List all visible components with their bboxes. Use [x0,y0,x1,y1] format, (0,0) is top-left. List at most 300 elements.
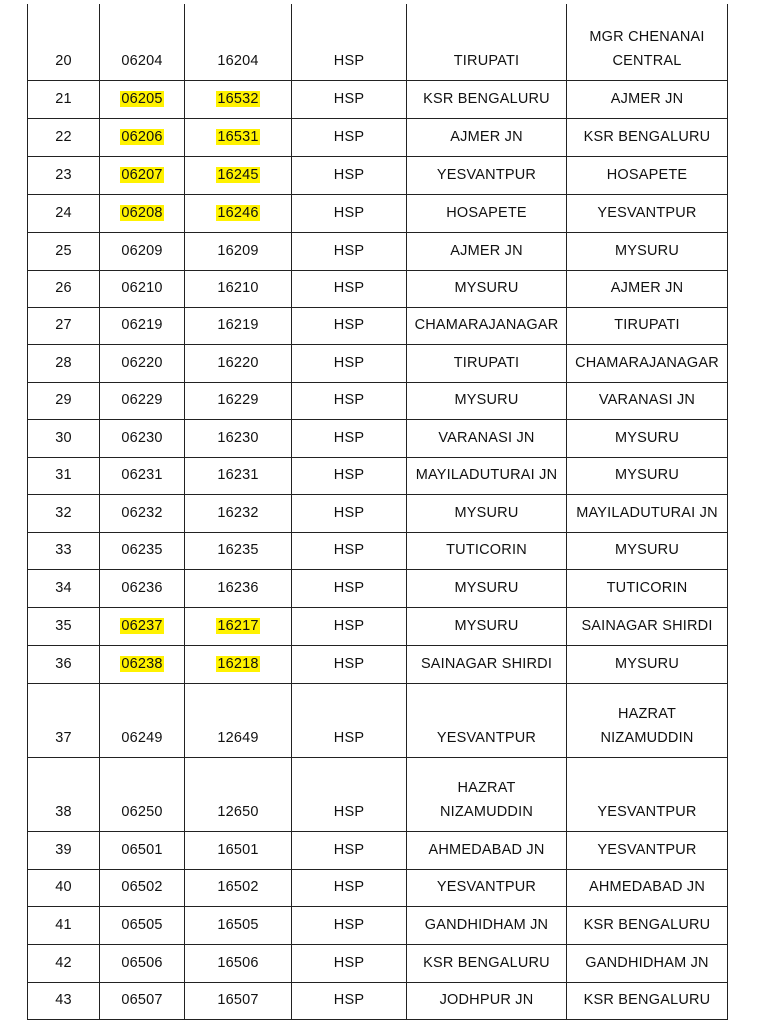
table-row [28,118,728,156]
to-station-cell [567,382,728,419]
old-train-number-cell [100,645,185,683]
old-train-number-cell [100,532,185,569]
table-row [28,382,728,419]
train-type-cell-text: HSP [333,504,365,521]
to-station-cell [567,831,728,869]
serial-number-cell-text: 26 [55,279,72,296]
old-train-number-cell-text: 06501 [121,841,163,858]
new-train-number-cell [185,757,292,831]
from-station-cell-text: YESVANTPUR [436,729,537,746]
from-station-cell [407,118,567,156]
serial-number-cell [28,982,100,1019]
from-station-cell-text: MAYILADUTURAI JN [415,466,558,483]
table-row [28,194,728,232]
old-train-number-cell-text: 06231 [121,466,163,483]
new-train-number-cell [185,419,292,457]
serial-number-cell-text: 24 [55,204,72,221]
from-station-cell-text: VARANASI JN [438,429,535,446]
from-station-cell [407,4,567,80]
serial-number-cell [28,569,100,607]
from-station-cell-text: YESVANTPUR [436,878,537,895]
table-row [28,757,728,831]
to-station-cell-text: TIRUPATI [614,316,680,333]
from-station-cell-text: SAINAGAR SHIRDI [420,655,553,672]
train-type-cell [292,4,407,80]
new-train-number-cell-text: 16246 [217,204,259,221]
serial-number-cell-text: 34 [55,579,72,596]
to-station-cell-line: NIZAMUDDIN [600,729,694,746]
to-station-cell [567,757,728,831]
new-train-number-cell [185,532,292,569]
new-train-number-cell-text: 16501 [217,841,259,858]
to-station-cell-text: MYSURU [614,466,680,483]
train-type-cell-text: HSP [333,729,365,746]
train-type-cell-text: HSP [333,204,365,221]
serial-number-cell-text: 36 [55,655,72,672]
serial-number-cell-text: 28 [55,354,72,371]
new-train-number-cell-text: 16209 [217,242,259,259]
from-station-cell [407,457,567,494]
old-train-number-cell-text: 06507 [121,991,163,1008]
train-type-cell-text: HSP [333,316,365,333]
table-row [28,869,728,906]
from-station-cell [407,307,567,344]
to-station-cell-text: AJMER JN [610,90,684,107]
from-station-cell [407,944,567,982]
to-station-cell-text: MYSURU [614,429,680,446]
serial-number-cell [28,831,100,869]
train-type-cell [292,194,407,232]
table-body [28,4,728,1019]
train-type-cell-text: HSP [333,803,365,820]
serial-number-cell-text: 41 [55,916,72,933]
serial-number-cell-text: 25 [55,242,72,259]
train-type-cell [292,982,407,1019]
from-station-cell [407,532,567,569]
old-train-number-cell-text: 06237 [121,617,163,634]
old-train-number-cell-text: 06230 [121,429,163,446]
to-station-cell [567,645,728,683]
serial-number-cell-text: 20 [55,52,72,69]
from-station-cell-text: TIRUPATI [453,354,520,371]
to-station-cell-text: VARANASI JN [598,391,696,408]
to-station-cell-text: AHMEDABAD JN [589,878,705,895]
train-type-cell-text: HSP [333,916,365,933]
train-type-cell-text: HSP [333,617,365,634]
from-station-cell [407,156,567,194]
train-type-cell-text: HSP [333,391,365,408]
serial-number-cell-text: 31 [55,466,72,483]
train-type-cell [292,232,407,270]
from-station-cell-text: MYSURU [454,617,519,634]
new-train-number-cell [185,118,292,156]
to-station-cell-text: HOSAPETE [606,166,688,183]
train-type-cell-text: HSP [333,52,365,69]
to-station-cell [567,270,728,307]
train-type-cell [292,532,407,569]
from-station-cell [407,494,567,532]
from-station-cell [407,80,567,118]
old-train-number-cell-text: 06250 [121,803,163,820]
serial-number-cell-text: 37 [55,729,72,746]
old-train-number-cell [100,869,185,906]
old-train-number-cell [100,831,185,869]
train-type-cell [292,906,407,944]
train-type-cell [292,156,407,194]
serial-number-cell-text: 29 [55,391,72,408]
old-train-number-cell-text: 06205 [121,90,163,107]
serial-number-cell [28,382,100,419]
table-row [28,4,728,80]
from-station-cell [407,419,567,457]
from-station-cell [407,906,567,944]
to-station-cell [567,194,728,232]
from-station-cell [407,683,567,757]
new-train-number-cell [185,270,292,307]
table-row [28,645,728,683]
new-train-number-cell [185,156,292,194]
train-type-cell-text: HSP [333,954,365,971]
from-station-cell-text: AJMER JN [450,242,523,259]
serial-number-cell [28,607,100,645]
serial-number-cell-text: 39 [55,841,72,858]
serial-number-cell-text: 21 [55,90,72,107]
train-type-cell [292,344,407,382]
from-station-cell-text: CHAMARAJANAGAR [414,316,559,333]
train-type-cell-text: HSP [333,166,365,183]
old-train-number-cell-text: 06210 [121,279,163,296]
serial-number-cell-text: 43 [55,991,72,1008]
serial-number-cell-text: 23 [55,166,72,183]
serial-number-cell [28,270,100,307]
new-train-number-cell [185,569,292,607]
serial-number-cell [28,156,100,194]
old-train-number-cell-text: 06232 [121,504,163,521]
train-type-cell [292,270,407,307]
old-train-number-cell [100,906,185,944]
serial-number-cell-text: 38 [55,803,72,820]
new-train-number-cell-text: 16502 [217,878,259,895]
from-station-cell [407,757,567,831]
serial-number-cell [28,80,100,118]
table-row [28,307,728,344]
from-station-cell [407,869,567,906]
table-row [28,344,728,382]
train-type-cell-text: HSP [333,279,365,296]
new-train-number-cell-text: 12650 [217,803,259,820]
new-train-number-cell-text: 16507 [217,991,259,1008]
serial-number-cell [28,683,100,757]
old-train-number-cell-text: 06506 [121,954,163,971]
from-station-cell-text: TUTICORIN [446,541,527,558]
train-type-cell [292,869,407,906]
new-train-number-cell [185,80,292,118]
serial-number-cell [28,944,100,982]
to-station-cell-text: YESVANTPUR [597,841,697,858]
to-station-cell-text: MYSURU [614,655,680,672]
old-train-number-cell [100,194,185,232]
new-train-number-cell [185,194,292,232]
old-train-number-cell [100,494,185,532]
train-type-cell-text: HSP [333,841,365,858]
old-train-number-cell-text: 06229 [121,391,163,408]
from-station-cell-text: JODHPUR JN [439,991,534,1008]
new-train-number-cell [185,494,292,532]
from-station-cell-text: MYSURU [454,504,519,521]
table-row [28,982,728,1019]
from-station-cell [407,270,567,307]
train-type-cell [292,607,407,645]
to-station-cell [567,344,728,382]
new-train-number-cell [185,869,292,906]
old-train-number-cell [100,382,185,419]
to-station-cell-line: MGR CHENANAI [589,28,705,45]
serial-number-cell-text: 42 [55,954,72,971]
old-train-number-cell [100,232,185,270]
new-train-number-cell [185,645,292,683]
old-train-number-cell-text: 06505 [121,916,163,933]
to-station-cell-text: MAYILADUTURAI JN [576,504,718,521]
from-station-cell [407,569,567,607]
old-train-number-cell [100,683,185,757]
new-train-number-cell [185,382,292,419]
from-station-cell-text: HOSAPETE [446,204,527,221]
old-train-number-cell-text: 06219 [121,316,163,333]
from-station-cell-line: HAZRAT [457,779,516,796]
train-type-cell-text: HSP [333,878,365,895]
old-train-number-cell [100,4,185,80]
new-train-number-cell [185,683,292,757]
new-train-number-cell-text: 16218 [217,655,259,672]
to-station-cell [567,156,728,194]
to-station-cell [567,607,728,645]
train-type-cell-text: HSP [333,429,365,446]
table-row [28,532,728,569]
old-train-number-cell [100,270,185,307]
from-station-cell [407,194,567,232]
serial-number-cell [28,307,100,344]
to-station-cell [567,80,728,118]
train-type-cell [292,757,407,831]
new-train-number-cell-text: 16532 [217,90,259,107]
old-train-number-cell [100,80,185,118]
table-row [28,569,728,607]
table-row [28,457,728,494]
train-type-cell-text: HSP [333,991,365,1008]
from-station-cell-text: KSR BENGALURU [423,954,550,971]
train-type-cell-text: HSP [333,541,365,558]
from-station-cell [407,232,567,270]
train-type-cell [292,645,407,683]
serial-number-cell [28,419,100,457]
to-station-cell-text: TUTICORIN [606,579,688,596]
old-train-number-cell-text: 06238 [121,655,163,672]
train-type-cell-text: HSP [333,128,365,145]
table-row [28,607,728,645]
from-station-cell-text: MYSURU [454,391,519,408]
train-type-cell-text: HSP [333,354,365,371]
serial-number-cell-text: 27 [55,316,72,333]
serial-number-cell [28,457,100,494]
from-station-cell-text: AJMER JN [450,128,523,145]
to-station-cell-text: YESVANTPUR [597,803,697,820]
train-type-cell-text: HSP [333,655,365,672]
new-train-number-cell [185,831,292,869]
new-train-number-cell-text: 16505 [217,916,259,933]
serial-number-cell [28,645,100,683]
from-station-cell-text: MYSURU [454,279,519,296]
old-train-number-cell-text: 06207 [121,166,163,183]
new-train-number-cell [185,344,292,382]
old-train-number-cell-text: 06236 [121,579,163,596]
old-train-number-cell [100,307,185,344]
from-station-cell [407,982,567,1019]
old-train-number-cell-text: 06208 [121,204,163,221]
new-train-number-cell-text: 16232 [217,504,259,521]
table-row [28,944,728,982]
to-station-cell [567,569,728,607]
to-station-cell-line: HAZRAT [617,705,677,722]
new-train-number-cell [185,944,292,982]
serial-number-cell [28,494,100,532]
from-station-cell [407,607,567,645]
old-train-number-cell-text: 06220 [121,354,163,371]
serial-number-cell-text: 40 [55,878,72,895]
table-row [28,232,728,270]
to-station-cell-line: CENTRAL [612,52,682,69]
from-station-cell [407,645,567,683]
train-type-cell [292,419,407,457]
new-train-number-cell-text: 16231 [217,466,259,483]
to-station-cell [567,419,728,457]
from-station-cell-line: NIZAMUDDIN [439,803,534,820]
from-station-cell-text: AHMEDABAD JN [428,841,545,858]
old-train-number-cell [100,569,185,607]
from-station-cell-text: TIRUPATI [453,52,520,69]
to-station-cell-text: KSR BENGALURU [583,991,711,1008]
to-station-cell [567,4,728,80]
to-station-cell [567,683,728,757]
new-train-number-cell-text: 16220 [217,354,259,371]
new-train-number-cell-text: 16230 [217,429,259,446]
old-train-number-cell-text: 06206 [121,128,163,145]
from-station-cell-text: YESVANTPUR [436,166,537,183]
new-train-number-cell-text: 12649 [217,729,259,746]
train-type-cell [292,569,407,607]
old-train-number-cell [100,944,185,982]
old-train-number-cell [100,344,185,382]
old-train-number-cell-text: 06249 [121,729,163,746]
new-train-number-cell-text: 16219 [217,316,259,333]
new-train-number-cell-text: 16531 [217,128,259,145]
new-train-number-cell [185,906,292,944]
serial-number-cell [28,118,100,156]
serial-number-cell-text: 33 [55,541,72,558]
new-train-number-cell [185,982,292,1019]
train-type-cell-text: HSP [333,90,365,107]
table-row [28,419,728,457]
old-train-number-cell [100,982,185,1019]
serial-number-cell [28,906,100,944]
from-station-cell-text: MYSURU [454,579,519,596]
to-station-cell-text: AJMER JN [610,279,684,296]
from-station-cell [407,344,567,382]
train-type-cell [292,457,407,494]
to-station-cell-text: GANDHIDHAM JN [585,954,709,971]
new-train-number-cell-text: 16229 [217,391,259,408]
new-train-number-cell-text: 16210 [217,279,259,296]
to-station-cell [567,982,728,1019]
old-train-number-cell-text: 06204 [121,52,163,69]
new-train-number-cell-text: 16236 [217,579,259,596]
new-train-number-cell [185,307,292,344]
train-type-cell [292,944,407,982]
serial-number-cell [28,344,100,382]
to-station-cell [567,232,728,270]
serial-number-cell [28,4,100,80]
to-station-cell [567,118,728,156]
to-station-cell [567,494,728,532]
train-type-cell [292,118,407,156]
serial-number-cell [28,757,100,831]
train-number-table [27,4,728,1020]
serial-number-cell [28,232,100,270]
serial-number-cell [28,194,100,232]
serial-number-cell-text: 22 [55,128,72,145]
new-train-number-cell-text: 16506 [217,954,259,971]
old-train-number-cell-text: 06209 [121,242,163,259]
old-train-number-cell [100,419,185,457]
old-train-number-cell [100,156,185,194]
new-train-number-cell-text: 16245 [217,166,259,183]
table-row [28,831,728,869]
train-type-cell [292,831,407,869]
table-row [28,80,728,118]
to-station-cell-text: KSR BENGALURU [583,128,711,145]
to-station-cell-text: SAINAGAR SHIRDI [581,617,713,634]
table-row [28,270,728,307]
train-type-cell-text: HSP [333,466,365,483]
old-train-number-cell [100,607,185,645]
to-station-cell-text: MYSURU [614,541,680,558]
from-station-cell-text: KSR BENGALURU [423,90,550,107]
new-train-number-cell [185,232,292,270]
old-train-number-cell [100,118,185,156]
to-station-cell-text: MYSURU [614,242,680,259]
new-train-number-cell [185,607,292,645]
table-row [28,156,728,194]
serial-number-cell-text: 32 [55,504,72,521]
old-train-number-cell-text: 06235 [121,541,163,558]
table-row [28,683,728,757]
to-station-cell [567,457,728,494]
train-type-cell-text: HSP [333,579,365,596]
to-station-cell [567,307,728,344]
train-type-cell [292,382,407,419]
train-type-cell [292,80,407,118]
old-train-number-cell [100,457,185,494]
train-type-cell-text: HSP [333,242,365,259]
to-station-cell-text: YESVANTPUR [597,204,697,221]
to-station-cell [567,906,728,944]
table-row [28,494,728,532]
new-train-number-cell [185,4,292,80]
to-station-cell [567,944,728,982]
old-train-number-cell [100,757,185,831]
to-station-cell-text: KSR BENGALURU [583,916,711,933]
train-type-cell [292,494,407,532]
to-station-cell [567,532,728,569]
